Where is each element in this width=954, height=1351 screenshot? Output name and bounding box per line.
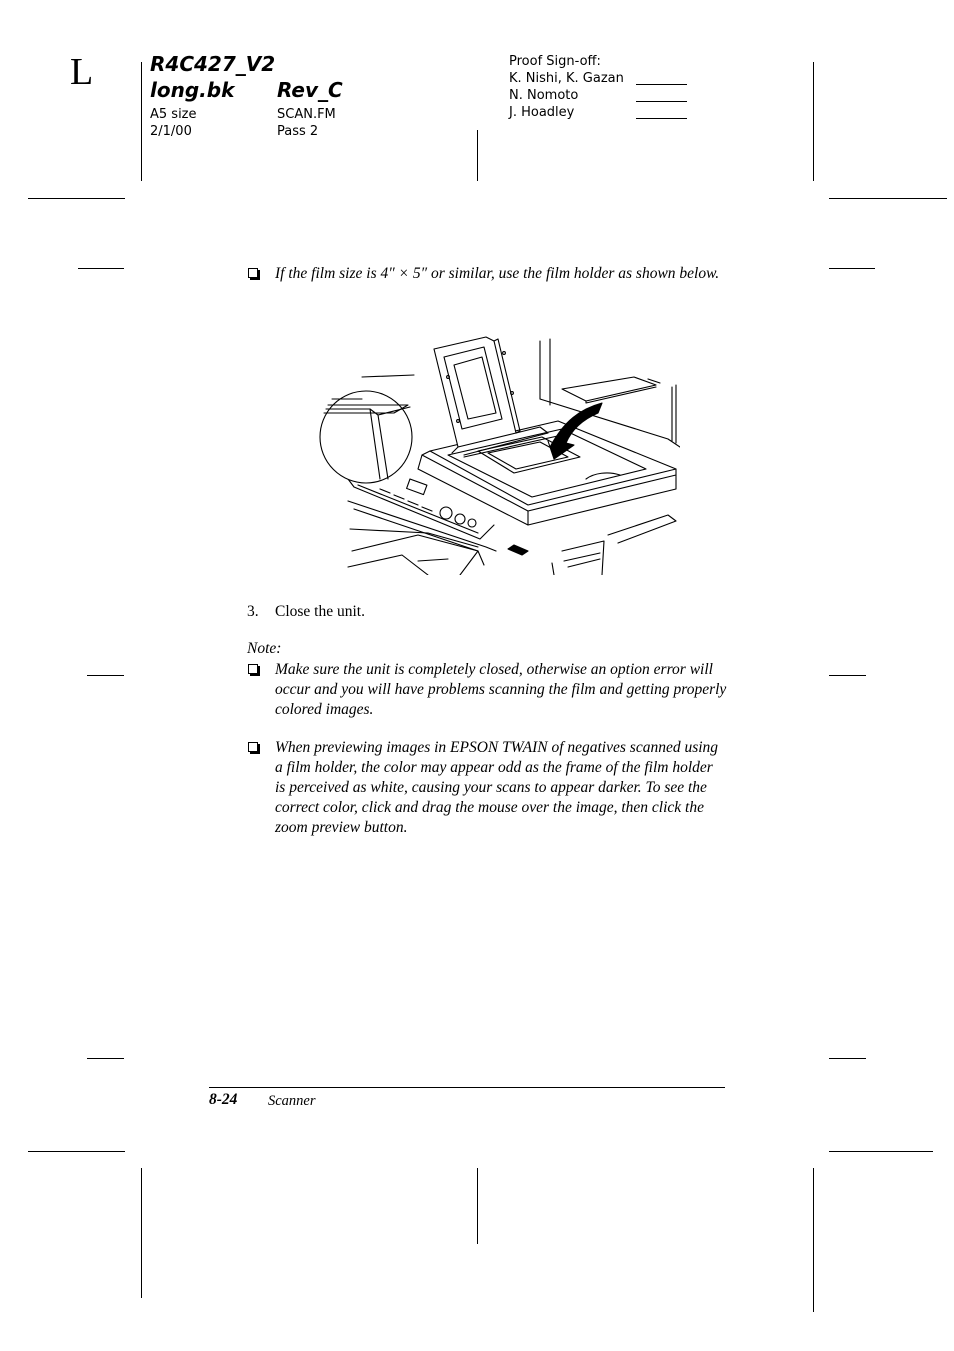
margin-mark-left-3: [87, 1058, 124, 1059]
scanner-film-holder-illustration: [318, 329, 680, 575]
margin-mark-right-1: [829, 268, 875, 269]
date-label: 2/1/00: [150, 124, 192, 139]
footer-section: Scanner: [268, 1093, 316, 1109]
crop-mark-bottom-mid-v: [477, 1168, 478, 1244]
checkbox-bullet-icon: [248, 664, 258, 674]
margin-mark-left-1: [78, 268, 124, 269]
checkbox-bullet-icon: [248, 742, 258, 752]
crop-mark-bottom-left-h: [28, 1151, 125, 1152]
step-number: 3.: [247, 603, 259, 620]
margin-mark-right-3: [829, 1058, 866, 1059]
note-item-1: Make sure the unit is completely closed, otherwise an option error will occur and you will have problems scanning the film and getting properly colored images.: [275, 661, 727, 718]
intro-bullet-text: If the film size is 4″ × 5″ or similar, use the film holder as shown below.: [275, 265, 720, 282]
margin-mark-left-2: [87, 675, 124, 676]
crop-mark-top-left-h: [28, 198, 125, 199]
doc-code: R4C427_V2: [150, 52, 276, 76]
corner-letter: L: [70, 51, 94, 93]
footer-rule: [209, 1087, 725, 1088]
book-file: long.bk: [150, 78, 235, 102]
margin-mark-right-2: [829, 675, 866, 676]
crop-mark-top-left-v: [141, 62, 142, 181]
page-number: 8-24: [209, 1091, 238, 1108]
proof-signoff-title: Proof Sign-off:: [509, 54, 601, 69]
file-label: SCAN.FM: [277, 107, 336, 122]
crop-mark-bottom-left-v: [141, 1168, 142, 1298]
pass-label: Pass 2: [277, 124, 319, 139]
crop-mark-top-mid-v: [477, 130, 478, 181]
revision: Rev_C: [277, 78, 343, 102]
signer-3: J. Hoadley: [509, 105, 575, 120]
signer-1: K. Nishi, K. Gazan: [509, 71, 624, 86]
note-label: Note:: [247, 640, 282, 657]
step-text: Close the unit.: [275, 603, 365, 620]
signoff-line-3: [636, 118, 687, 119]
crop-mark-bottom-right-v: [813, 1168, 814, 1312]
size-label: A5 size: [150, 107, 197, 122]
signoff-line-2: [636, 101, 687, 102]
checkbox-bullet-icon: [248, 268, 258, 278]
signer-2: N. Nomoto: [509, 88, 579, 103]
note-item-2: When previewing images in EPSON TWAIN of negatives scanned using a film holder, the color may appear odd as the frame of the film holder is perceived as white, causing your scans to appear darker. To see the correct color, click and drag the mouse over the image, then click the zoom preview button.: [275, 739, 719, 836]
crop-mark-top-right-h: [829, 198, 947, 199]
crop-mark-top-right-v: [813, 62, 814, 181]
crop-mark-bottom-right-h: [829, 1151, 933, 1152]
signoff-line-1: [636, 84, 687, 85]
